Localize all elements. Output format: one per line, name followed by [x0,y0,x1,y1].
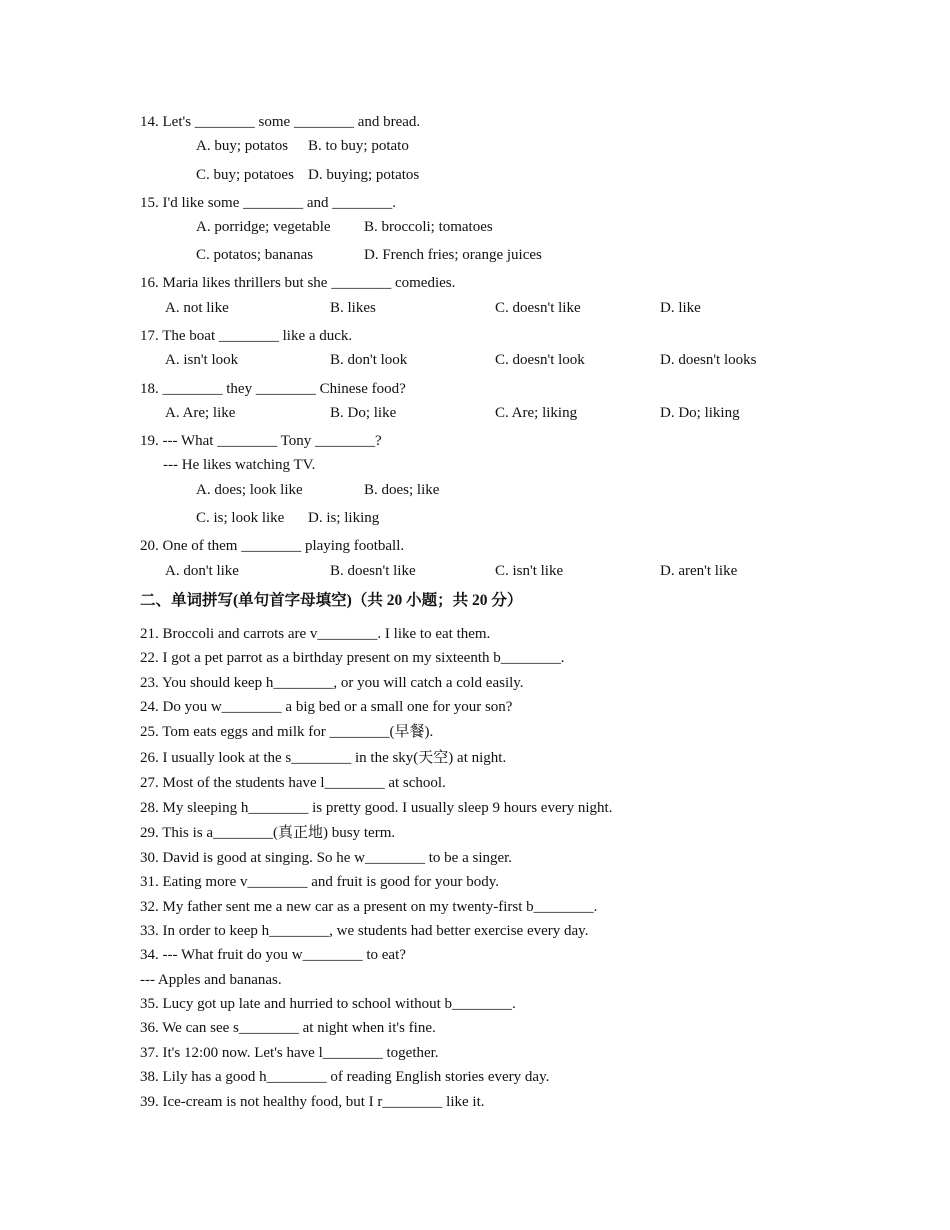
question-20-option-d: D. aren't like [660,563,738,579]
question-14-option-c: C. buy; potatoes [196,167,294,183]
spelling-item-32: 32. My father sent me a new car as a present on my twenty-first b________. [140,899,598,915]
question-18-option-b: B. Do; like [330,405,397,421]
question-18-option-d: D. Do; liking [660,405,740,421]
question-20-option-b: B. doesn't like [330,563,416,579]
spelling-item-21: 21. Broccoli and carrots are v________. I like to eat them. [140,626,491,642]
question-17-option-b: B. don't look [330,352,408,368]
spelling-item-28: 28. My sleeping h________ is pretty good. I usually sleep 9 hours every night. [140,800,613,816]
spelling-item-34: 34. --- What fruit do you w________ to eat? [140,947,406,963]
question-17-option-c: C. doesn't look [495,352,585,368]
question-15-option-a: A. porridge; vegetable [196,219,331,235]
question-14-option-a: A. buy; potatos [196,138,289,154]
question-17-stem: 17. The boat ________ like a duck. [140,328,353,344]
spelling-item-39: 39. Ice-cream is not healthy food, but I r________ like it. [140,1094,485,1110]
question-15-option-d: D. French fries; orange juices [364,247,542,263]
question-15-option-b: B. broccoli; tomatoes [364,219,493,235]
question-14-option-b: B. to buy; potato [308,138,409,154]
question-18-option-c: C. Are; liking [495,405,578,421]
spelling-item-31: 31. Eating more v________ and fruit is good for your body. [140,874,499,890]
spelling-item-29: 29. This is a________(真正地) busy term. [140,825,396,841]
spelling-item-36: 36. We can see s________ at night when it's fine. [140,1020,436,1036]
spelling-item-26: 26. I usually look at the s________ in the sky(天空) at night. [140,750,507,766]
question-14-option-d: D. buying; potatos [308,167,420,183]
spelling-item-38: 38. Lily has a good h________ of reading English stories every day. [140,1069,550,1085]
question-16-option-d: D. like [660,300,701,316]
question-17-option-a: A. isn't look [165,352,239,368]
spelling-item-25: 25. Tom eats eggs and milk for ________(早餐). [140,724,434,740]
section-2-heading: 二、单词拼写(单句首字母填空)（共 20 小题；共 20 分） [140,592,523,609]
question-19-answer-line: --- He likes watching TV. [163,457,316,473]
question-19-option-c: C. is; look like [196,510,285,526]
question-19-option-a: A. does; look like [196,482,303,498]
spelling-item-27: 27. Most of the students have l________ at school. [140,775,446,791]
spelling-item-35: 35. Lucy got up late and hurried to school without b________. [140,996,516,1012]
question-19-option-b: B. does; like [364,482,440,498]
question-15-option-c: C. potatos; bananas [196,247,314,263]
question-16-option-c: C. doesn't like [495,300,581,316]
question-14-stem: 14. Let's ________ some ________ and bread. [140,114,421,130]
spelling-item-22: 22. I got a pet parrot as a birthday present on my sixteenth b________. [140,650,565,666]
spelling-item-23: 23. You should keep h________, or you will catch a cold easily. [140,675,524,691]
question-18-stem: 18. ________ they ________ Chinese food? [140,381,406,397]
question-16-option-b: B. likes [330,300,376,316]
question-19-option-d: D. is; liking [308,510,380,526]
spelling-item-24: 24. Do you w________ a big bed or a small one for your son? [140,699,513,715]
question-19-stem: 19. --- What ________ Tony ________? [140,433,382,449]
spelling-item-33: 33. In order to keep h________, we students had better exercise every day. [140,923,589,939]
question-18-option-a: A. Are; like [165,405,236,421]
spelling-item-30: 30. David is good at singing. So he w________ to be a singer. [140,850,513,866]
question-17-option-d: D. doesn't looks [660,352,757,368]
question-20-option-a: A. don't like [165,563,239,579]
question-20-option-c: C. isn't like [495,563,564,579]
question-15-stem: 15. I'd like some ________ and ________. [140,195,397,211]
question-16-stem: 16. Maria likes thrillers but she ________ comedies. [140,275,456,291]
spelling-item-37: 37. It's 12:00 now. Let's have l________ together. [140,1045,439,1061]
question-20-stem: 20. One of them ________ playing football. [140,538,405,554]
spelling-item-34-answer: --- Apples and bananas. [140,972,282,988]
question-16-option-a: A. not like [165,300,229,316]
